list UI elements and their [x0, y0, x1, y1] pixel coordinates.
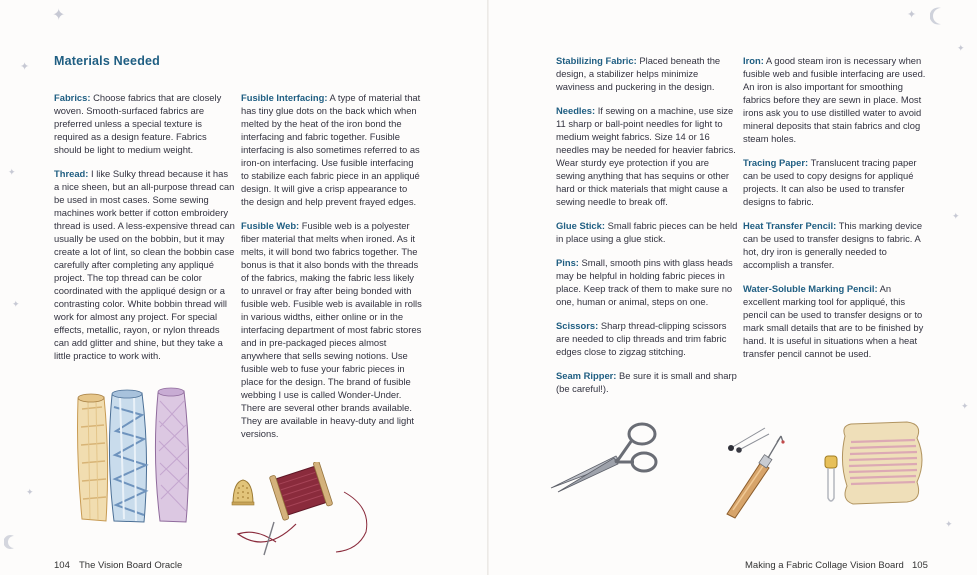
glossary-definition: Placed beneath the design, a stabilizer helps minimize waviness and puckering in the design. — [556, 55, 721, 92]
sparkle-icon: ✦ — [26, 487, 34, 497]
glossary-entry — [54, 167, 235, 362]
glossary-entry — [556, 219, 738, 245]
running-title-left: The Vision Board Oracle — [79, 560, 183, 571]
glossary-entry — [556, 256, 738, 308]
glossary-definition: If sewing on a machine, use size 11 sharp or ball-point needles for light to medium weight fabrics. Size 14 or 16 needles may be needed for heavier fabrics. Wear sturdy eye protection if you are sewing anything that has sequins or other hard or thick materials that might cause a sewing needle to break off. — [556, 105, 736, 207]
left-page — [0, 0, 488, 575]
sparkle-icon: ✦ — [8, 167, 16, 177]
glossary-definition: An excellent marking tool for appliqué, this pencil can be used to transfer designs or to mark small details that are to be finished by hand. It is useful in situations when a heat transfer pencil cannot be used. — [743, 283, 924, 359]
page-number-right: 105 — [912, 560, 928, 571]
glossary-definition: Small fabric pieces can be held in place using a glue stick. — [556, 220, 738, 244]
left-column-2 — [241, 91, 422, 451]
sparkle-icon: ✦ — [945, 519, 953, 529]
glossary-term: Fusible Web: — [241, 220, 300, 231]
sparkle-icon: ✦ — [961, 401, 969, 411]
pins-illustration — [725, 422, 773, 454]
crescent-moon-icon — [4, 534, 18, 550]
glossary-definition: Small, smooth pins with glass heads may be helpful in holding fabric pieces in place. Keep track of them to make sure no one, human or animal, steps on one. — [556, 257, 733, 307]
running-title-right: Making a Fabric Collage Vision Board — [745, 560, 904, 571]
glossary-term: Glue Stick: — [556, 220, 605, 231]
sparkle-icon: ✦ — [957, 43, 965, 53]
glossary-entry — [556, 54, 738, 93]
thread-card-illustration — [837, 416, 929, 508]
glossary-entry — [241, 91, 422, 208]
scissors-illustration — [546, 418, 666, 496]
glossary-term: Pins: — [556, 257, 579, 268]
fabric-bolts-illustration — [72, 387, 196, 527]
section-heading: Materials Needed — [54, 54, 161, 68]
glossary-definition: I like Sulky thread because it has a nice sheen, but an all-purpose thread can be used in most cases. Some sewing machines work better if cotton embroidery thread is used. A less-expensive thread can usually be used on the bobbin, but it may create a lot of lint, so clean the bobbin case carefully after completing any appliqué project. The top thread can be color coordinated with the appliqué design or a contrasting color. White bobbin thread will work for almost any project. For special effects, metallic, rayon, or nylon threads can add glitter and shine, but they take a little practice to work with. — [54, 168, 235, 361]
thread-spool-illustration — [226, 462, 376, 557]
sparkle-icon: ✦ — [952, 211, 960, 221]
glossary-term: Seam Ripper: — [556, 370, 617, 381]
glossary-entry — [556, 369, 738, 395]
glossary-entry — [556, 319, 738, 358]
glossary-term: Iron: — [743, 55, 764, 66]
glossary-definition: Choose fabrics that are closely woven. Smooth-surfaced fabrics are preferred unless a special texture is required as a design feature. Fabrics should be light to medium weight. — [54, 92, 222, 155]
glossary-term: Fabrics: — [54, 92, 91, 103]
sparkle-icon: ✦ — [12, 299, 20, 309]
glossary-definition: Translucent tracing paper can be used to copy designs for appliqué projects. It can also be used to transfer designs to fabric. — [743, 157, 917, 207]
glossary-entry — [556, 104, 738, 208]
glossary-definition: Sharp thread-clipping scissors are needed to clip threads and trim fabric edges close to zigzag stitching. — [556, 320, 727, 357]
glossary-term: Water-Soluble Marking Pencil: — [743, 283, 878, 294]
glossary-definition: Be sure it is small and sharp (be careful!). — [556, 370, 737, 394]
glossary-entry — [743, 282, 928, 360]
right-page — [489, 0, 977, 575]
glossary-entry — [241, 219, 422, 440]
glossary-term: Scissors: — [556, 320, 599, 331]
glossary-definition: A good steam iron is necessary when fusible web and fusible interfacing are used. An iron is also important for smoothing fabrics before they are sewn in place. Most irons ask you to use distilled water to avoid mineral deposits that stain fabrics and clog steam holes. — [743, 55, 926, 144]
crescent-moon-icon — [930, 6, 946, 26]
glossary-term: Thread: — [54, 168, 89, 179]
glossary-term: Stabilizing Fabric: — [556, 55, 637, 66]
sparkle-icon: ✦ — [52, 7, 66, 24]
fabric-bolt-blue — [109, 390, 146, 522]
glossary-term: Fusible Interfacing: — [241, 92, 328, 103]
right-column-1 — [556, 54, 738, 406]
glossary-definition: Fusible web is a polyester fiber material that melts when ironed. As it melts, it will bond two fabrics together. The bonus is that it also bonds with the threads of the fabrics, making the fabric less likely to unravel or fray after being bonded with fusible web. Fusible web is available in rolls in various widths, either online or in the interfacing department of most fabric stores and in pre-packaged pieces almost anywhere that sells sewing notions. Use fusible web to fuse your fabric pieces in place for the design. The brand of fusible webbing I use is called Wonder-Under. There are several other brands available. They are available in heavy-duty and light versions. — [241, 220, 422, 439]
left-column-1 — [54, 91, 235, 373]
sparkle-icon: ✦ — [20, 61, 30, 73]
glossary-entry — [743, 156, 928, 208]
page-number-left: 104 — [54, 560, 70, 571]
glossary-term: Heat Transfer Pencil: — [743, 220, 837, 231]
fabric-bolt-yellow — [78, 394, 108, 521]
glossary-term: Needles: — [556, 105, 596, 116]
right-column-2 — [743, 54, 928, 371]
glossary-definition: A type of material that has tiny glue dots on the back which when melted by the heat of the iron bond the interfacing and fabric together. Fusible interfacing is also sometimes referred to as iron-on interfacing. Use fusible interfacing to stabilize each fabric piece in an appliqué design. It will give a crisp appearance to the design and help prevent frayed edges. — [241, 92, 421, 207]
glossary-entry — [743, 54, 928, 145]
glossary-term: Tracing Paper: — [743, 157, 809, 168]
fabric-bolt-purple — [155, 388, 188, 522]
glossary-definition: This marking device can be used to transfer designs to fabric. A hot, dry iron is generally needed to accomplish a transfer. — [743, 220, 923, 270]
sparkle-icon: ✦ — [907, 9, 917, 21]
glossary-entry — [54, 91, 235, 156]
glossary-entry — [743, 219, 928, 271]
